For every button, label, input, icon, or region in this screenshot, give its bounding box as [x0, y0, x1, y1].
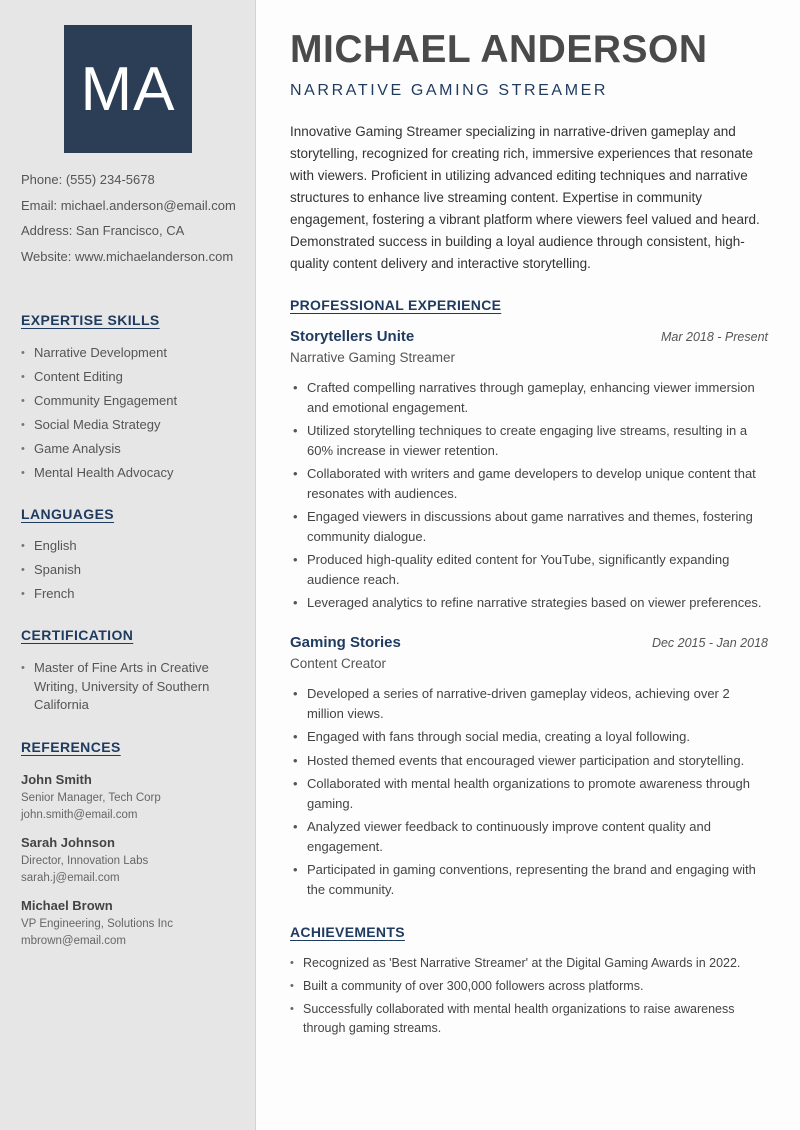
list-item: • Collaborated with mental health organizations to promote awareness through gaming. — [290, 774, 770, 813]
company-name: Storytellers Unite — [290, 328, 415, 345]
list-item: • Mental Health Advocacy — [21, 464, 246, 483]
list-item: • Recognized as 'Best Narrative Streamer' at the Digital Gaming Awards in 2022. — [290, 954, 760, 973]
summary-paragraph: Innovative Gaming Streamer specializing in narrative-driven gameplay and storytelling, recognized for creating rich, immersive experiences that resonate with viewers. Proficient in utilizing advanced editing techniques and narrative structures to enhance live streaming content. Expertise in community engagement, fostering a vibrant platform where viewers feel valued and heard. Demonstrated success in building a loyal audience through consistent, high-quality content delivery and interactive storytelling. — [290, 124, 760, 271]
list-item: • Master of Fine Arts in Creative Writing, University of Southern California — [21, 659, 211, 715]
job-bullets — [290, 684, 770, 903]
reference-email: john.smith@email.com — [21, 809, 138, 821]
reference-title: VP Engineering, Solutions Inc — [21, 918, 173, 930]
job-dates: Dec 2015 - Jan 2018 — [651, 636, 768, 650]
references-heading: REFERENCES — [21, 739, 121, 755]
list-item: • Built a community of over 300,000 followers across platforms. — [290, 977, 760, 996]
certification-heading: CERTIFICATION — [21, 627, 134, 643]
list-item: • Social Media Strategy — [21, 416, 246, 435]
contact-email: Email: michael.anderson@email.com — [21, 197, 236, 213]
list-item: • Engaged with fans through social media, creating a loyal following. — [290, 727, 770, 747]
references-list — [21, 770, 246, 959]
experience-heading: PROFESSIONAL EXPERIENCE — [290, 297, 502, 313]
list-item: • Utilized storytelling techniques to create engaging live streams, resulting in a 60% increase in viewer retention. — [290, 421, 770, 460]
languages-heading: LANGUAGES — [21, 506, 115, 522]
reference-name: John Smith — [21, 772, 92, 787]
sidebar — [0, 0, 256, 1130]
languages-list — [21, 537, 246, 609]
list-item: • Engaged viewers in discussions about game narratives and themes, fostering community dialogue. — [290, 507, 770, 546]
list-item: • Game Analysis — [21, 440, 246, 459]
list-item: • Developed a series of narrative-driven gameplay videos, achieving over 2 million views. — [290, 684, 770, 723]
list-item: • Produced high-quality edited content for YouTube, significantly expanding audience reach. — [290, 550, 770, 589]
list-item: • Collaborated with writers and game developers to develop unique content that resonates with audiences. — [290, 464, 770, 503]
job-role: Content Creator — [290, 656, 387, 671]
list-item: • Spanish — [21, 561, 246, 580]
page-title: MICHAEL ANDERSON — [290, 28, 708, 71]
list-item: • Content Editing — [21, 368, 246, 387]
list-item: • Hosted themed events that encouraged viewer participation and storytelling. — [290, 751, 770, 771]
reference-name: Sarah Johnson — [21, 835, 115, 850]
company-name: Gaming Stories — [290, 634, 401, 651]
list-item: • Crafted compelling narratives through gameplay, enhancing viewer immersion and emotional engagement. — [290, 378, 770, 417]
reference-entry — [21, 896, 246, 950]
list-item: • Community Engagement — [21, 392, 246, 411]
reference-entry — [21, 833, 246, 887]
list-item: • Leveraged analytics to refine narrative strategies based on viewer preferences. — [290, 593, 770, 613]
list-item: • Analyzed viewer feedback to continuously improve content quality and engagement. — [290, 817, 770, 856]
reference-email: sarah.j@email.com — [21, 872, 120, 884]
reference-email: mbrown@email.com — [21, 935, 126, 947]
achievements-list — [290, 954, 760, 1042]
contact-info — [21, 170, 251, 272]
skills-heading: EXPERTISE SKILLS — [21, 312, 160, 328]
reference-entry — [21, 770, 246, 824]
monogram-initials: MA — [80, 54, 176, 124]
monogram-badge — [64, 25, 192, 153]
list-item: • Participated in gaming conventions, representing the brand and engaging with the community. — [290, 860, 770, 899]
contact-website: Website: www.michaelanderson.com — [21, 248, 234, 264]
list-item: • English — [21, 537, 246, 556]
reference-title: Senior Manager, Tech Corp — [21, 792, 161, 804]
achievements-heading: ACHIEVEMENTS — [290, 924, 405, 940]
job-bullets — [290, 378, 770, 617]
reference-name: Michael Brown — [21, 898, 113, 913]
list-item: • French — [21, 585, 246, 604]
list-item: • Successfully collaborated with mental health organizations to raise awareness through gaming streams. — [290, 1000, 760, 1038]
job-title: NARRATIVE GAMING STREAMER — [290, 82, 609, 99]
certification-list — [21, 659, 211, 720]
skills-list — [21, 344, 246, 488]
list-item: • Narrative Development — [21, 344, 246, 363]
contact-phone: Phone: (555) 234-5678 — [21, 172, 155, 187]
reference-title: Director, Innovation Labs — [21, 855, 149, 867]
job-role: Narrative Gaming Streamer — [290, 350, 456, 365]
job-dates: Mar 2018 - Present — [661, 330, 768, 344]
contact-address: Address: San Francisco, CA — [21, 223, 185, 238]
